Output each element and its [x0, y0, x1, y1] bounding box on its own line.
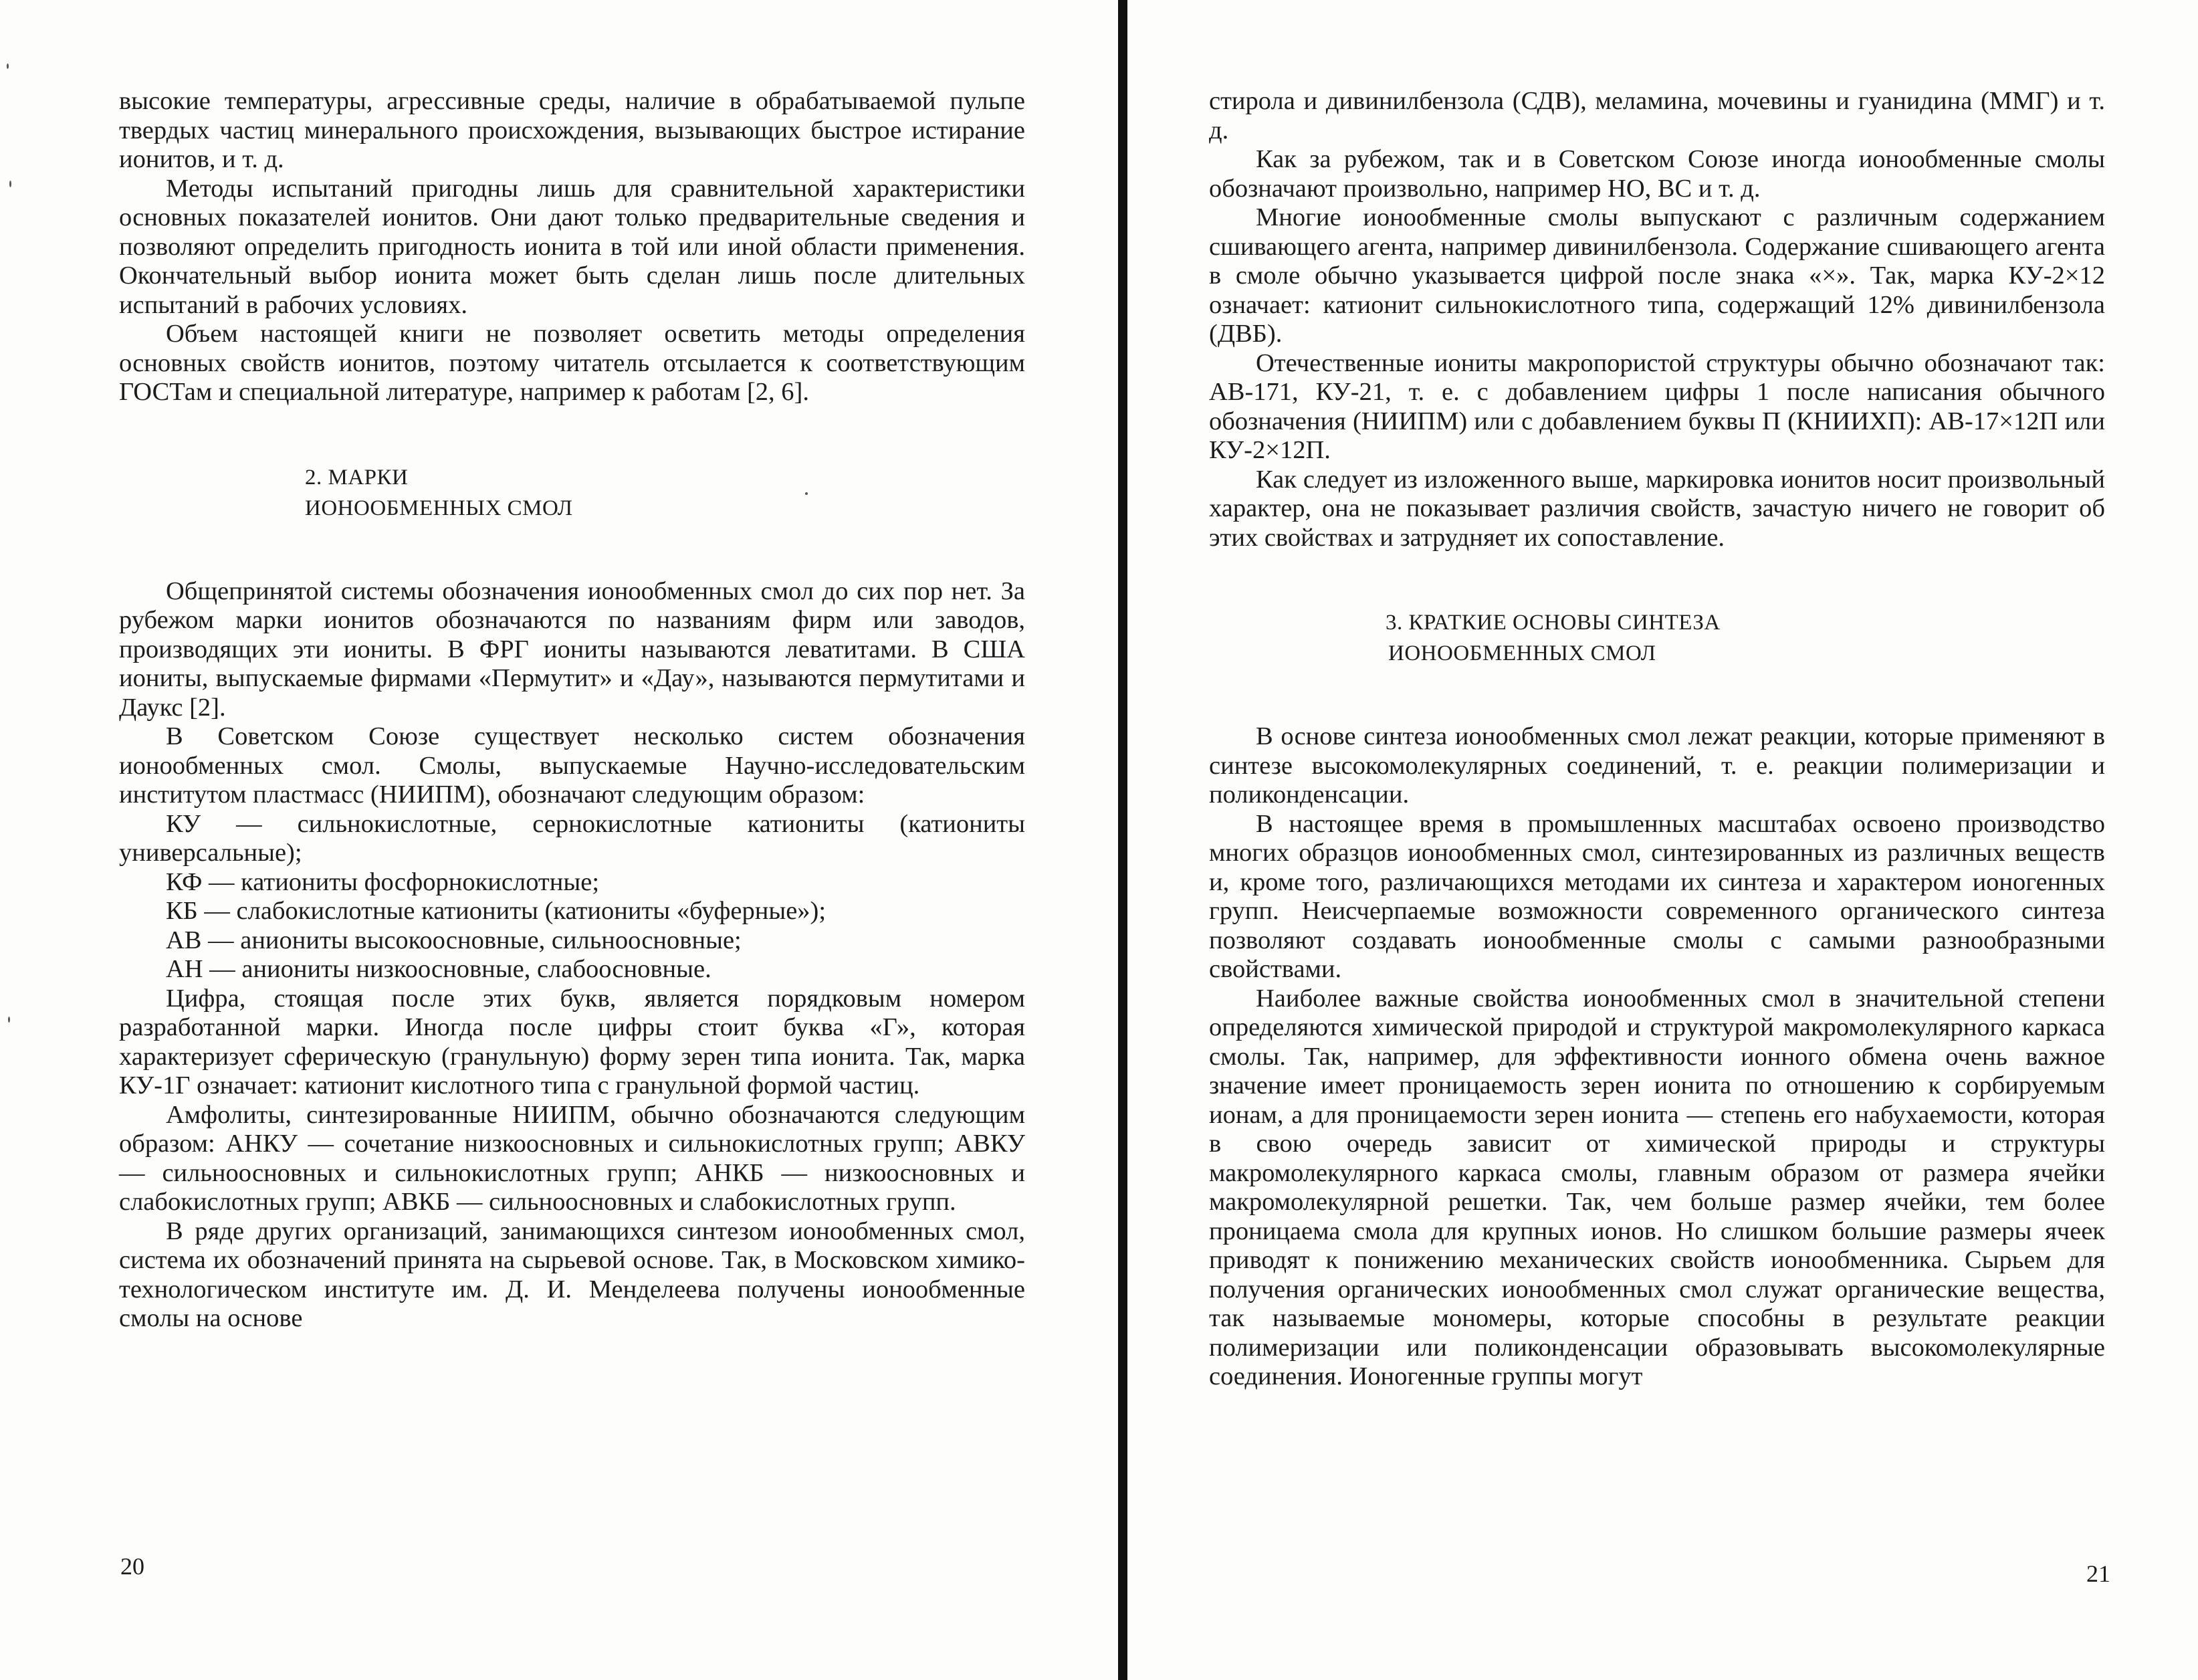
left-paragraph-4: Общепринятой системы обозначения ионообменных смол до сих пор нет. За рубежом марки ионитов обозначаются по названиям фирм или заводов, производящих эти иониты. В ФРГ иониты называются леватитами. В США иониты, выпускаемые фирмами «Пермутит» и «Дау», называются пермутитами и Даукс [2]. [119, 576, 1025, 722]
left-paragraph-1: высокие температуры, агрессивные среды, наличие в обрабатываемой пульпе твердых частиц минерального происхождения, вызывающих быстрое истирание ионитов, и т. д. [119, 87, 1025, 173]
right-paragraph-3: Многие ионообменные смолы выпускают с различным содержанием сшивающего агента, например дивинилбензола. Содержание сшивающего агента в смоле обычно указывается цифрой после знака «×». Так, марка КУ-2×12 означает: катионит сильнокислотного типа, содержащий 12% дивинилбензола (ДВБ). [1209, 203, 2105, 348]
scan-speck [8, 1017, 10, 1023]
right-paragraph-4: Отечественные иониты макропористой структуры обычно обозначают так: АВ-171, КУ-21, т. е. с добавлением цифры 1 после написания обычного обозначения (НИИПМ) или с добавлением буквы П (КНИИХП): АВ-17×12П или КУ-2×12П. [1209, 348, 2105, 464]
list-item: КУ — сильнокислотные, сернокислотные катиониты (катиониты универсальные); [119, 809, 1025, 867]
left-paragraph-3: Объем настоящей книги не позволяет осветить методы определения основных свойств ионитов, поэтому читатель отсылается к соответствующим ГОСТам и специальной литературе, например к работам [2, 6]. [119, 320, 1025, 406]
left-page [119, 87, 1025, 1334]
right-paragraph-5: Как следует из изложенного выше, маркировка ионитов носит произвольный характер, она не показывает различия свойств, зачастую ничего не говорит об этих свойствах и затрудняет их сопоставление. [1209, 465, 2105, 552]
right-heading-line-1: 3. КРАТКИЕ ОСНОВЫ СИНТЕЗА [1386, 611, 1721, 635]
right-page [1209, 87, 2105, 1392]
list-item: АВ — аниониты высокоосновные, сильноосновные; [166, 926, 742, 954]
right-section-heading [1209, 607, 2105, 669]
right-paragraph-6: В основе синтеза ионообменных смол лежат реакции, которые применяют в синтезе высокомолекулярных соединений, т. е. реакции полимеризации и поликонденсации. [1209, 722, 2105, 809]
scan-speck [7, 64, 9, 69]
list-item: КБ — слабокислотные катиониты (катиониты «буферные»); [166, 897, 827, 925]
left-heading-line-2: ИОНООБМЕННЫХ СМОЛ [305, 496, 573, 520]
right-page-number: 21 [2086, 1560, 2110, 1587]
left-page-number: 20 [120, 1553, 144, 1580]
left-section-heading [119, 462, 1025, 524]
right-paragraph-2: Как за рубежом, так и в Советском Союзе иногда ионообменные смолы обозначают произвольно, например НО, ВС и т. д. [1209, 145, 2105, 203]
left-paragraph-8: В ряде других организаций, занимающихся синтезом ионообменных смол, система их обозначений принята на сырьевой основе. Так, в Московском химико-технологическом институте им. Д. И. Менделеева получены ионообменные смолы на основе [119, 1217, 1025, 1332]
right-paragraph-8: Наиболее важные свойства ионообменных смол в значительной степени определяются химической природой и структурой макромолекулярного каркаса смолы. Так, например, для эффективности ионного обмена очень важное значение имеет проницаемость зерен ионита по отношению к сорбируемым ионам, а для проницаемости зерен ионита — степень его набухаемости, которая в свою очередь зависит от химической природы и структуры макромолекулярного каркаса смолы, главным образом от размера ячейки макромолекулярной решетки. Так, чем больше размер ячейки, тем более проницаема смола для крупных ионов. Но слишком большие размеры ячеек приводят к понижению механических свойств ионообменника. Сырьем для получения органических ионообменных смол служат органические вещества, так называемые мономеры, которые способны в результате реакции полимеризации или поликонденсации образовывать высокомолекулярные соединения. Ионогенные группы могут [1209, 984, 2105, 1390]
right-paragraph-7: В настоящее время в промышленных масштабах освоено производство многих образцов ионообменных смол, синтезированных из различных веществ и, кроме того, различающихся методами их синтеза и характером ионогенных групп. Неисчерпаемые возможности современного органического синтеза позволяют создавать ионообменные смолы с самыми разнообразными свойствами. [1209, 809, 2105, 983]
right-heading-line-2: ИОНООБМЕННЫХ СМОЛ [1388, 641, 1656, 665]
marks-list [119, 810, 1025, 984]
list-item: АН — аниониты низкоосновные, слабоосновные. [166, 955, 711, 983]
scan-speck [805, 492, 808, 495]
left-heading-line-1: 2. МАРКИ [305, 465, 409, 490]
left-paragraph-7: Амфолиты, синтезированные НИИПМ, обычно обозначаются следующим образом: АНКУ — сочетание низкоосновных и сильнокислотных групп; АВКУ — сильноосновных и сильнокислотных групп; АНКБ — низкоосновных и слабокислотных групп; АВКБ — сильноосновных и слабокислотных групп. [119, 1100, 1025, 1216]
list-item: КФ — катиониты фосфорнокислотные; [166, 867, 600, 896]
left-paragraph-6: Цифра, стоящая после этих букв, является порядковым номером разработанной марки. Иногда после цифры стоит буква «Г», которая характеризует сферическую (гранульную) форму зерен типа ионита. Так, марка КУ-1Г означает: катионит кислотного типа с гранульной формой частиц. [119, 984, 1025, 1099]
scan-speck [9, 181, 11, 187]
book-gutter [1118, 0, 1127, 1680]
left-paragraph-5: В Советском Союзе существует несколько систем обозначения ионообменных смол. Смолы, выпускаемые Научно-исследовательским институтом пластмасс (НИИПМ), обозначают следующим образом: [119, 722, 1025, 809]
left-paragraph-2: Методы испытаний пригодны лишь для сравнительной характеристики основных показателей ионитов. Они дают только предварительные сведения и позволяют определить пригодность ионита в той или иной области применения. Окончательный выбор ионита может быть сделан лишь после длительных испытаний в рабочих условиях. [119, 174, 1025, 319]
right-paragraph-1: стирола и дивинилбензола (СДВ), меламина, мочевины и гуанидина (ММГ) и т. д. [1209, 87, 2105, 144]
